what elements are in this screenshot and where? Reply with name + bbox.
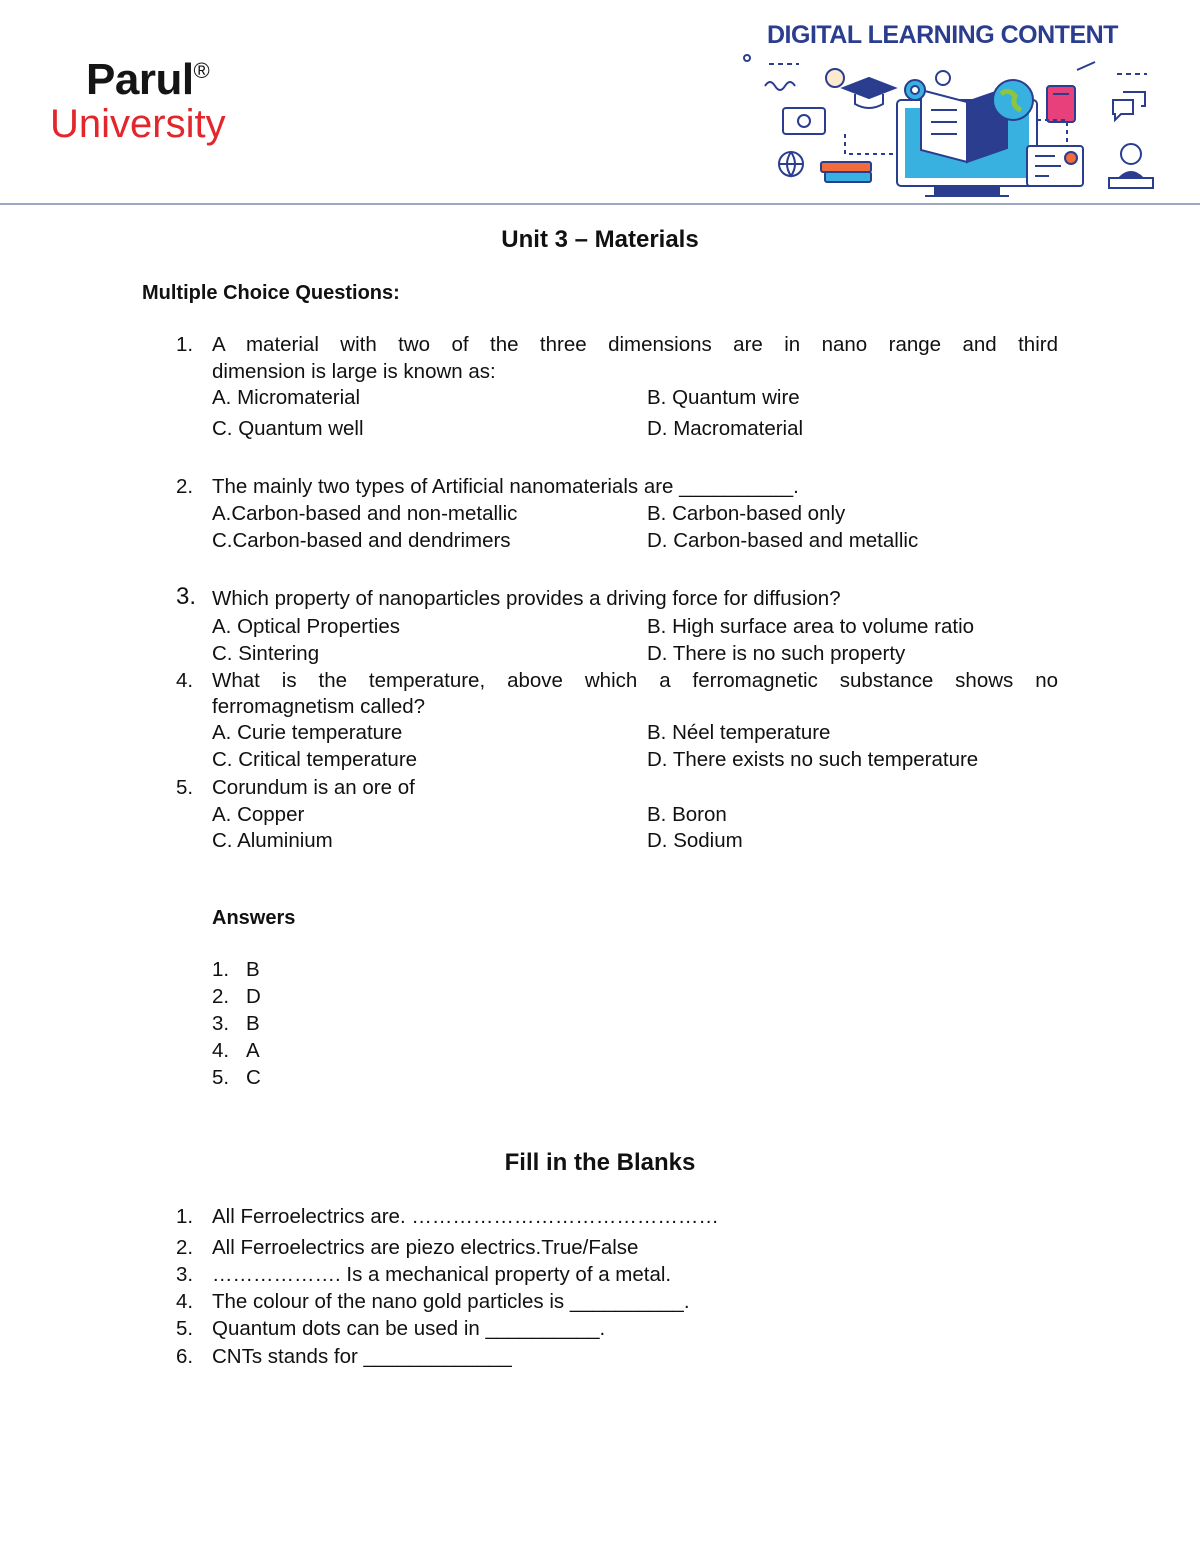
option-a: A. Micromaterial bbox=[212, 386, 361, 409]
fill-item: ………………. Is a mechanical property of a metal. bbox=[212, 1263, 672, 1286]
fill-item: Quantum dots can be used in __________. bbox=[212, 1317, 606, 1340]
option-a: A. Optical Properties bbox=[212, 615, 400, 638]
fill-item: All Ferroelectrics are piezo electrics.True/False bbox=[212, 1236, 639, 1259]
question-text: What is the temperature, above which a ferromagnetic substance shows no bbox=[212, 669, 1058, 692]
fill-number: 1. bbox=[176, 1205, 194, 1228]
mcq-heading: Multiple Choice Questions: bbox=[142, 282, 400, 304]
logo-parul bbox=[86, 55, 210, 104]
question-text: Which property of nanoparticles provides a driving force for diffusion? bbox=[212, 587, 841, 610]
answer-number: 1. bbox=[212, 958, 230, 981]
question-text-cont: ferromagnetism called? bbox=[212, 695, 426, 718]
fill-item: The colour of the nano gold particles is __________. bbox=[212, 1290, 690, 1313]
fill-heading: Fill in the Blanks bbox=[504, 1149, 696, 1176]
option-b: B. Carbon-based only bbox=[647, 502, 846, 525]
answer-number: 3. bbox=[212, 1012, 230, 1035]
answer-value: A bbox=[246, 1039, 260, 1062]
registered-mark: ® bbox=[193, 58, 210, 83]
option-c: C. Sintering bbox=[212, 642, 320, 665]
option-b: B. Quantum wire bbox=[647, 386, 800, 409]
question-text: A material with two of the three dimensions are in nano range and third bbox=[212, 333, 1058, 356]
fill-number: 5. bbox=[176, 1317, 194, 1340]
option-d: D. There is no such property bbox=[647, 642, 906, 665]
question-text: The mainly two types of Artificial nanomaterials are __________. bbox=[212, 475, 799, 498]
option-d: D. Carbon-based and metallic bbox=[647, 529, 919, 552]
option-a: A. Curie temperature bbox=[212, 721, 403, 744]
fill-number: 2. bbox=[176, 1236, 194, 1259]
option-c: C. Quantum well bbox=[212, 417, 364, 440]
question-text-cont: dimension is large is known as: bbox=[212, 360, 496, 383]
option-c: C. Critical temperature bbox=[212, 748, 418, 771]
page-title: Unit 3 – Materials bbox=[501, 226, 699, 253]
logo-parul-text: Parul bbox=[86, 55, 194, 104]
answer-value: B bbox=[246, 1012, 260, 1035]
fill-item: All Ferroelectrics are. ……………………………………… bbox=[212, 1205, 719, 1228]
fill-number: 6. bbox=[176, 1345, 194, 1368]
question-text: Corundum is an ore of bbox=[212, 776, 415, 799]
option-b: B. High surface area to volume ratio bbox=[647, 615, 975, 638]
answer-value: B bbox=[246, 958, 260, 981]
option-c: C.Carbon-based and dendrimers bbox=[212, 529, 511, 552]
answer-value: C bbox=[246, 1066, 261, 1089]
fill-number: 3. bbox=[176, 1263, 194, 1286]
option-c: C. Aluminium bbox=[212, 829, 333, 852]
answers-heading: Answers bbox=[212, 907, 296, 929]
question-number: 4. bbox=[176, 669, 194, 692]
answer-number: 5. bbox=[212, 1066, 230, 1089]
option-a: A.Carbon-based and non-metallic bbox=[212, 502, 518, 525]
banner-title: DIGITAL LEARNING CONTENT bbox=[767, 21, 1118, 49]
option-d: D. Sodium bbox=[647, 829, 743, 852]
answer-value: D bbox=[246, 985, 261, 1008]
option-a: A. Copper bbox=[212, 803, 305, 826]
answer-number: 2. bbox=[212, 985, 230, 1008]
fill-number: 4. bbox=[176, 1290, 194, 1313]
question-number: 2. bbox=[176, 475, 194, 498]
option-d: D. There exists no such temperature bbox=[647, 748, 979, 771]
logo-university: University bbox=[50, 102, 226, 146]
header-divider bbox=[0, 203, 1200, 205]
question-number: 3. bbox=[176, 583, 197, 610]
question-number: 1. bbox=[176, 333, 194, 356]
option-d: D. Macromaterial bbox=[647, 417, 804, 440]
option-b: B. Boron bbox=[647, 803, 727, 826]
fill-item: CNTs stands for _____________ bbox=[212, 1345, 512, 1368]
option-b: B. Néel temperature bbox=[647, 721, 831, 744]
question-number: 5. bbox=[176, 776, 194, 799]
digital-learning-illustration-icon bbox=[725, 50, 1165, 205]
answer-number: 4. bbox=[212, 1039, 230, 1062]
